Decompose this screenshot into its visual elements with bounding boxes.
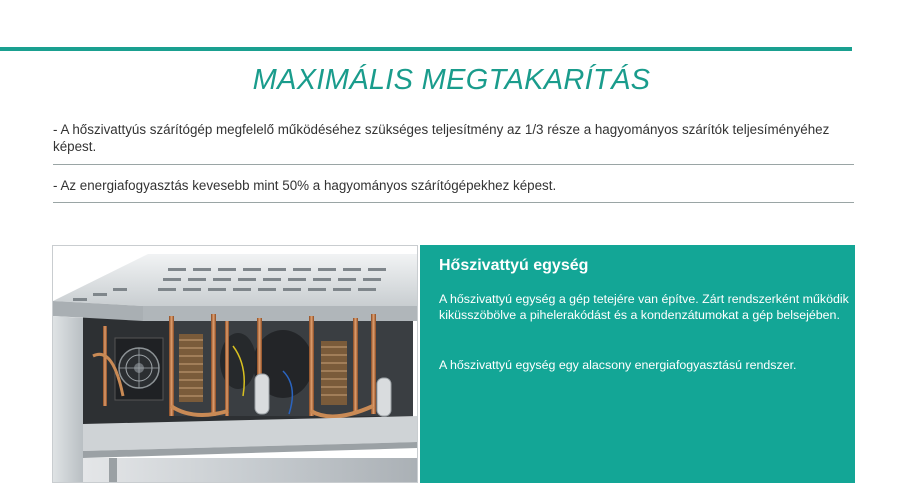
- panel-paragraph-2: A hőszivattyú egység egy alacsony energiafogyasztású rendszer.: [439, 358, 797, 372]
- heat-pump-info-panel: [420, 245, 855, 483]
- divider-2: [53, 202, 854, 203]
- bullet-energy: - Az energiafogyasztás kevesebb mint 50% a hagyományos szárítógépekhez képest.: [53, 178, 557, 193]
- panel-heading: Hőszivattyú egység: [439, 257, 589, 274]
- divider-1: [53, 164, 854, 165]
- panel-paragraph-1: A hőszivattyú egység a gép tetejére van építve. Zárt rendszerként működik kiküsszöbölve a pihelerakódást és a kondenzátumokat a gép belsejében.: [439, 292, 849, 323]
- top-accent-rule: [0, 47, 852, 51]
- page-title: MAXIMÁLIS MEGTAKARÍTÁS: [252, 64, 651, 96]
- bullet-power: - A hőszivattyús szárítógép megfelelő működéséhez szükséges teljesítmény az 1/3 része a hagyományos szárítók teljesíményéhez képest.: [53, 122, 830, 154]
- heat-pump-photo: [52, 245, 418, 483]
